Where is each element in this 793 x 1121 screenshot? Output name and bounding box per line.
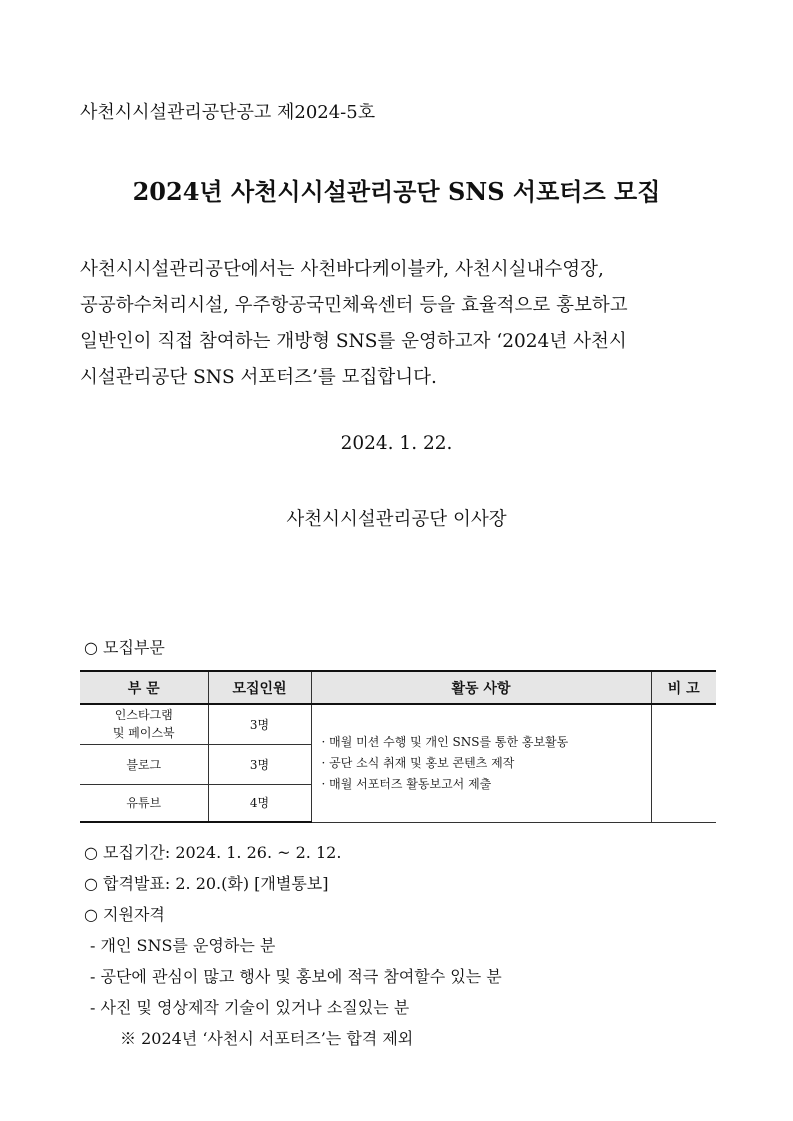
dept-label-line2: 및 페이스북: [112, 726, 175, 741]
dept-cell-blog: 블로그: [80, 744, 208, 784]
recruit-period: ○ 모집기간: 2024. 1. 26. ~ 2. 12.: [84, 843, 342, 862]
dept-cell-instagram: [80, 704, 208, 744]
header-remark: 비 고: [651, 671, 716, 704]
count-cell: 3명: [208, 744, 311, 784]
dept-label-line1: 인스타그램: [114, 708, 173, 723]
dept-cell-youtube: 유튜브: [80, 784, 208, 822]
recruit-table: [80, 670, 716, 823]
activity-item: · 공단 소식 취재 및 홍보 콘텐츠 제작: [321, 755, 515, 770]
eligibility-heading: ○ 지원자격: [84, 905, 165, 924]
table-row: [80, 704, 716, 744]
exclusion-note: ※ 2024년 ‘사천시 서포터즈’는 합격 제외: [120, 1029, 414, 1048]
table-header-row: [80, 671, 716, 704]
activity-item: · 매월 미션 수행 및 개인 SNS를 통한 홍보활동: [321, 734, 569, 749]
count-cell: 3명: [208, 704, 311, 744]
eligibility-item: - 사진 및 영상제작 기술이 있거나 소질있는 분: [90, 998, 410, 1017]
issuer-name: 사천시시설관리공단 이사장: [286, 509, 507, 530]
page-title: 2024년 사천시시설관리공단 SNS 서포터즈 모집: [132, 177, 661, 206]
intro-line-1: 사천시시설관리공단에서는 사천바다케이블카, 사천시실내수영장,: [80, 259, 604, 280]
header-activity: 활동 사항: [311, 671, 651, 704]
remark-cell: [651, 704, 716, 822]
intro-line-2: 공공하수처리시설, 우주항공국민체육센터 등을 효율적으로 홍보하고: [80, 295, 628, 316]
eligibility-item: - 공단에 관심이 많고 행사 및 홍보에 적극 참여할수 있는 분: [90, 967, 502, 986]
intro-line-3: 일반인이 직접 참여하는 개방형 SNS를 운영하고자 ‘2024년 사천시: [80, 331, 627, 352]
header-dept: 부 문: [80, 671, 208, 704]
announcement-date: 2024. 1. 22.: [340, 433, 453, 454]
header-count: 모집인원: [208, 671, 311, 704]
notice-number: 사천시시설관리공단공고 제2024-5호: [80, 102, 376, 123]
result-announcement: ○ 합격발표: 2. 20.(화) [개별통보]: [84, 874, 329, 893]
intro-line-4: 시설관리공단 SNS 서포터즈’를 모집합니다.: [80, 367, 437, 388]
recruit-section-heading: ○ 모집부문: [84, 638, 165, 657]
count-cell: 4명: [208, 784, 311, 822]
activity-item: · 매월 서포터즈 활동보고서 제출: [321, 776, 492, 791]
eligibility-item: - 개인 SNS를 운영하는 분: [90, 936, 276, 955]
activity-cell: [311, 704, 651, 822]
